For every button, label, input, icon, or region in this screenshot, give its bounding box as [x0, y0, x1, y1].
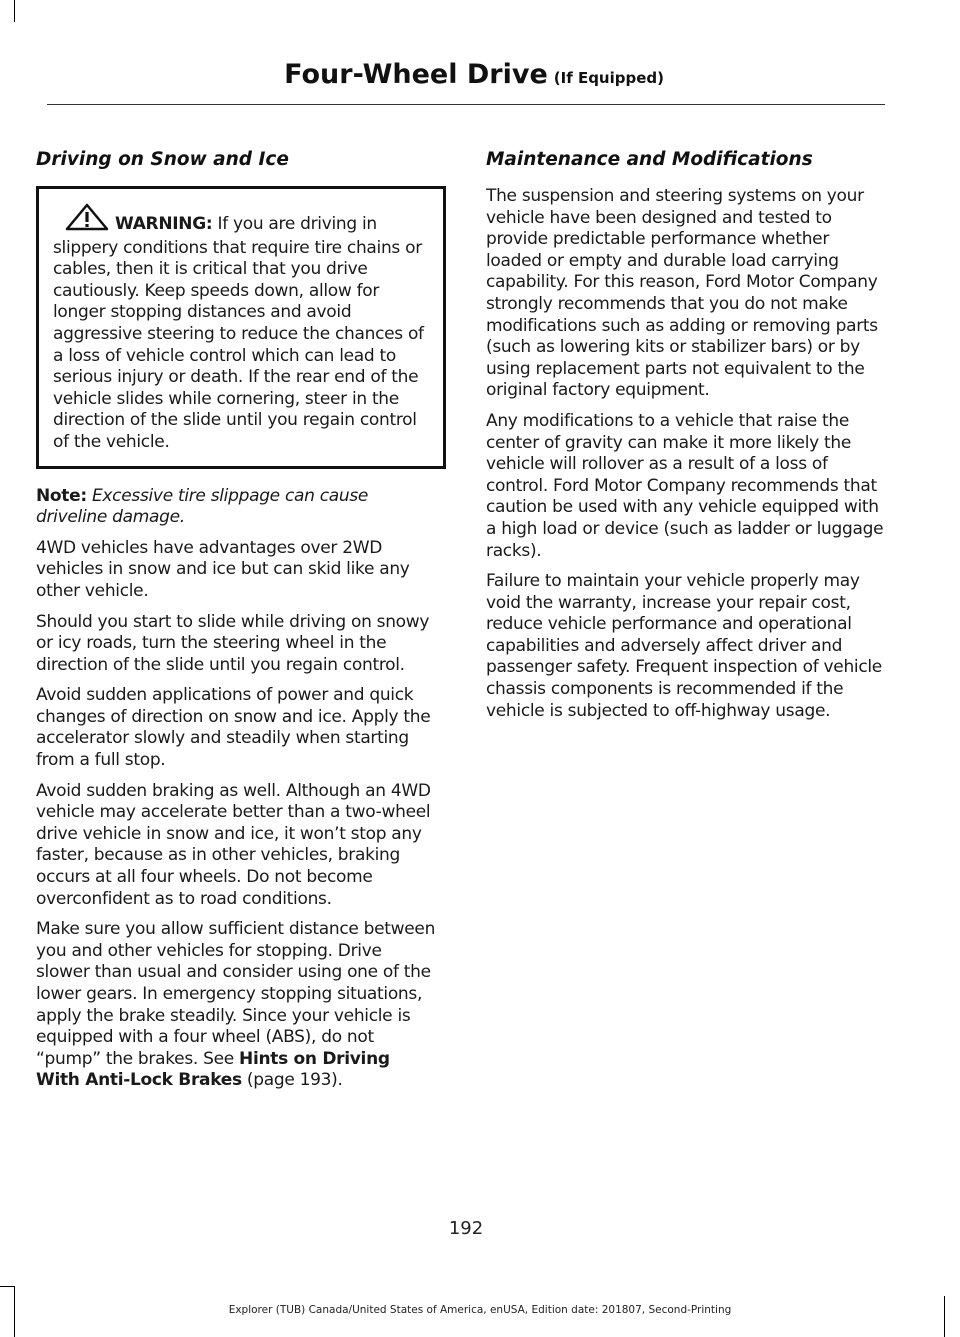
abs-text: Make sure you allow sufficient distance between you and other vehicles for stopping. Drive slower than usual and consider using one of the lower gears. In emergency stopping situations, apply the brake steadily. Since your vehicle is equipped with a four wheel (ABS), do not “pump” the brakes. See — [36, 919, 436, 1069]
warning-label: WARNING: — [115, 214, 213, 234]
note-paragraph — [36, 486, 436, 529]
page-reference: (page 193). — [241, 1070, 343, 1091]
header-subtitle: (If Equipped) — [553, 69, 664, 87]
warning-box — [36, 186, 446, 469]
cross-reference-link[interactable]: Hints on Driving With Anti-Lock Brakes — [36, 1048, 390, 1091]
section-heading-maintenance: Maintenance and Modifications — [486, 149, 813, 170]
page-number: 192 — [448, 1218, 484, 1239]
body-paragraph-abs — [36, 919, 436, 1092]
note-label: Note: — [36, 485, 87, 506]
body-paragraph: Avoid sudden applications of power and quick changes of direction on snow and ice. Apply the accelerator slowly and steadily when starting from a full stop. — [36, 685, 431, 771]
body-paragraph: The suspension and steering systems on your vehicle have been designed and tested to provide predictable performance whether loaded or empty and durable load carrying capability. For this reason, Ford Motor Company strongly recommends that you do not make modifications such as adding or removing parts (such as lowering kits or stabilizer bars) or by using replacement parts not equivalent to the original factory equipment. — [486, 186, 878, 401]
page-header-title — [284, 58, 664, 95]
crop-mark-bottom-right — [944, 1296, 945, 1337]
section-heading-snow-ice: Driving on Snow and Ice — [36, 149, 289, 170]
note-text: Excessive tire slippage can cause driveline damage. — [36, 485, 369, 528]
header-divider — [47, 104, 885, 105]
right-column — [486, 140, 886, 731]
crop-mark-top-left — [14, 0, 15, 22]
warning-triangle-icon — [65, 203, 109, 238]
warning-text: If you are driving in slippery conditions that require tire chains or cables, then it is critical that you drive cautiously. Keep speeds down, allow for longer stopping distances and avoid aggressive steering to reduce the chances of a loss of vehicle control which can lead to serious injury or death. If the rear end of the vehicle slides while cornering, steer in the direction of the slide until you regain control of the vehicle. — [53, 214, 424, 452]
warning-paragraph — [53, 203, 433, 454]
body-paragraph: Avoid sudden braking as well. Although an 4WD vehicle may accelerate better than a two-wheel drive vehicle in snow and ice, it won’t stop any faster, because as in other vehicles, braking occurs at all four wheels. Do not become overconfident as to road conditions. — [36, 780, 431, 909]
header-title-text: Four-Wheel Drive — [284, 59, 548, 90]
body-paragraph: Any modifications to a vehicle that raise the center of gravity can make it more likely the vehicle will rollover as a result of a loss of control. Ford Motor Company recommends that caution be used with any vehicle equipped with a high load or device (such as ladder or luggage racks). — [486, 410, 884, 561]
body-paragraph: Should you start to slide while driving on snowy or icy roads, turn the steering wheel in the direction of the slide until you regain control. — [36, 611, 430, 675]
edition-footer: Explorer (TUB) Canada/United States of America, enUSA, Edition date: 201807, Second-Printing — [228, 1304, 732, 1316]
left-column — [36, 140, 436, 1101]
crop-mark-bottom-left-h — [0, 1286, 14, 1287]
body-paragraph: Failure to maintain your vehicle properly may void the warranty, increase your repair cost, reduce vehicle performance and operational capabilities and adversely affect driver and passenger safety. Frequent inspection of vehicle chassis components is recommended if the vehicle is subjected to off-highway usage. — [486, 571, 882, 721]
body-paragraph: 4WD vehicles have advantages over 2WD vehicles in snow and ice but can skid like any other vehicle. — [36, 537, 410, 601]
